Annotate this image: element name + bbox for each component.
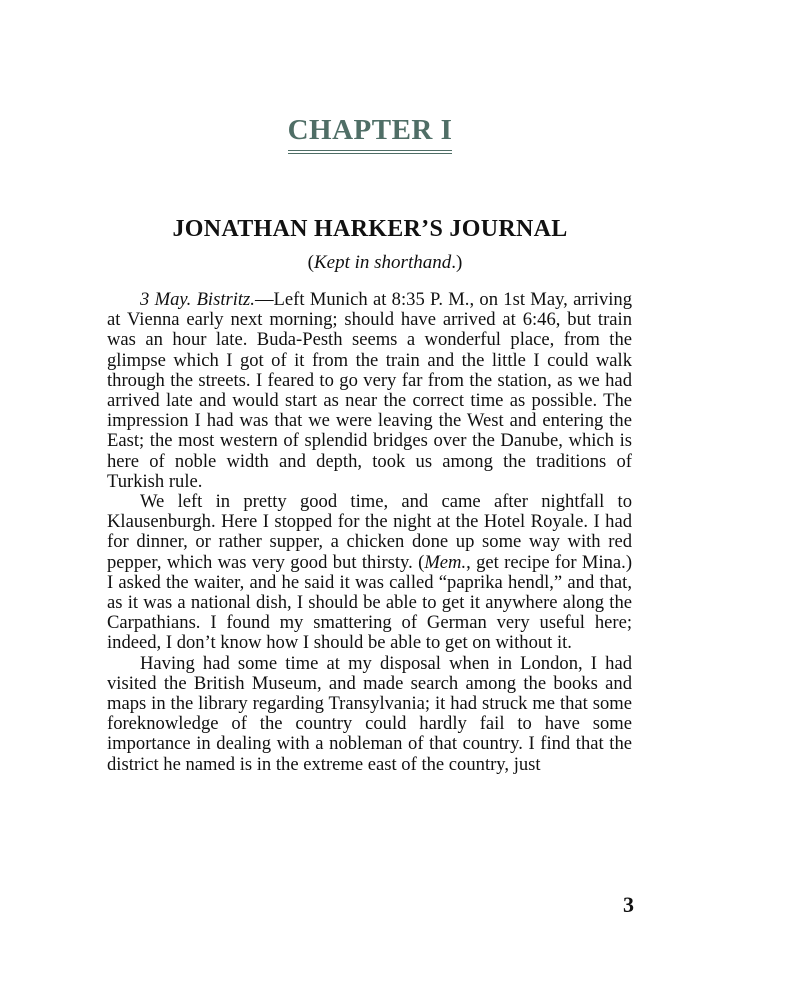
subtitle-text: Kept in shorthand bbox=[314, 252, 452, 273]
chapter-heading bbox=[0, 112, 740, 154]
entry-date-place: 3 May. Bistritz. bbox=[140, 289, 255, 310]
paragraph-2 bbox=[107, 492, 632, 654]
paragraph-2-text-a: We left in pretty good time, and came after nightfall to Klausenburgh. Here I stopped for the night at the Hotel Royale. I had for dinner, or rather supper, a chicken done up some way with red pepper, which was very good but thirsty. ( bbox=[107, 491, 632, 573]
journal-title: JONATHAN HARKER’S JOURNAL bbox=[172, 216, 568, 242]
paragraph-3-text: Having had some time at my disposal when in London, I had visited the British Museum, and made search among the books and maps in the library regarding Transylvania; it had struck me that some foreknowledge of the country could hardly fail to have some importance in dealing with a nobleman of that country. I find that the district he named is in the extreme east of the country, just bbox=[107, 652, 632, 775]
memo-label: Mem. bbox=[424, 551, 467, 573]
subtitle-close-paren: .) bbox=[451, 252, 463, 273]
journal-subtitle bbox=[0, 250, 770, 276]
paragraph-1 bbox=[107, 290, 632, 492]
chapter-title: CHAPTER I bbox=[288, 112, 453, 154]
page-number: 3 bbox=[623, 892, 634, 917]
subtitle-open-paren: ( bbox=[307, 252, 314, 273]
paragraph-3 bbox=[107, 654, 632, 775]
body-text bbox=[107, 290, 632, 775]
paragraph-2-text-b: , get recipe for Mina.) I asked the waiter, and he said it was called “paprika hendl,” and that, as it was a national dish, I should be able to get it anywhere along the Carpathians. I found my smattering of German very useful here; indeed, I don’t know how I should be able to get on without it. bbox=[107, 551, 633, 654]
paragraph-1-text: —Left Munich at 8:35 P. M., on 1st May, arriving at Vienna early next morning; should have arrived at 6:46, but train was an hour late. Buda-Pesth seems a wonderful place, from the glimpse which I got of it from the train and the little I could walk through the streets. I feared to go very far from the station, as we had arrived late and would start as near the correct time as possible. The impression I had was that we were leaving the West and entering the East; the most western of splendid bridges over the Danube, which is here of noble width and depth, took us among the traditions of Turkish rule. bbox=[107, 289, 632, 492]
